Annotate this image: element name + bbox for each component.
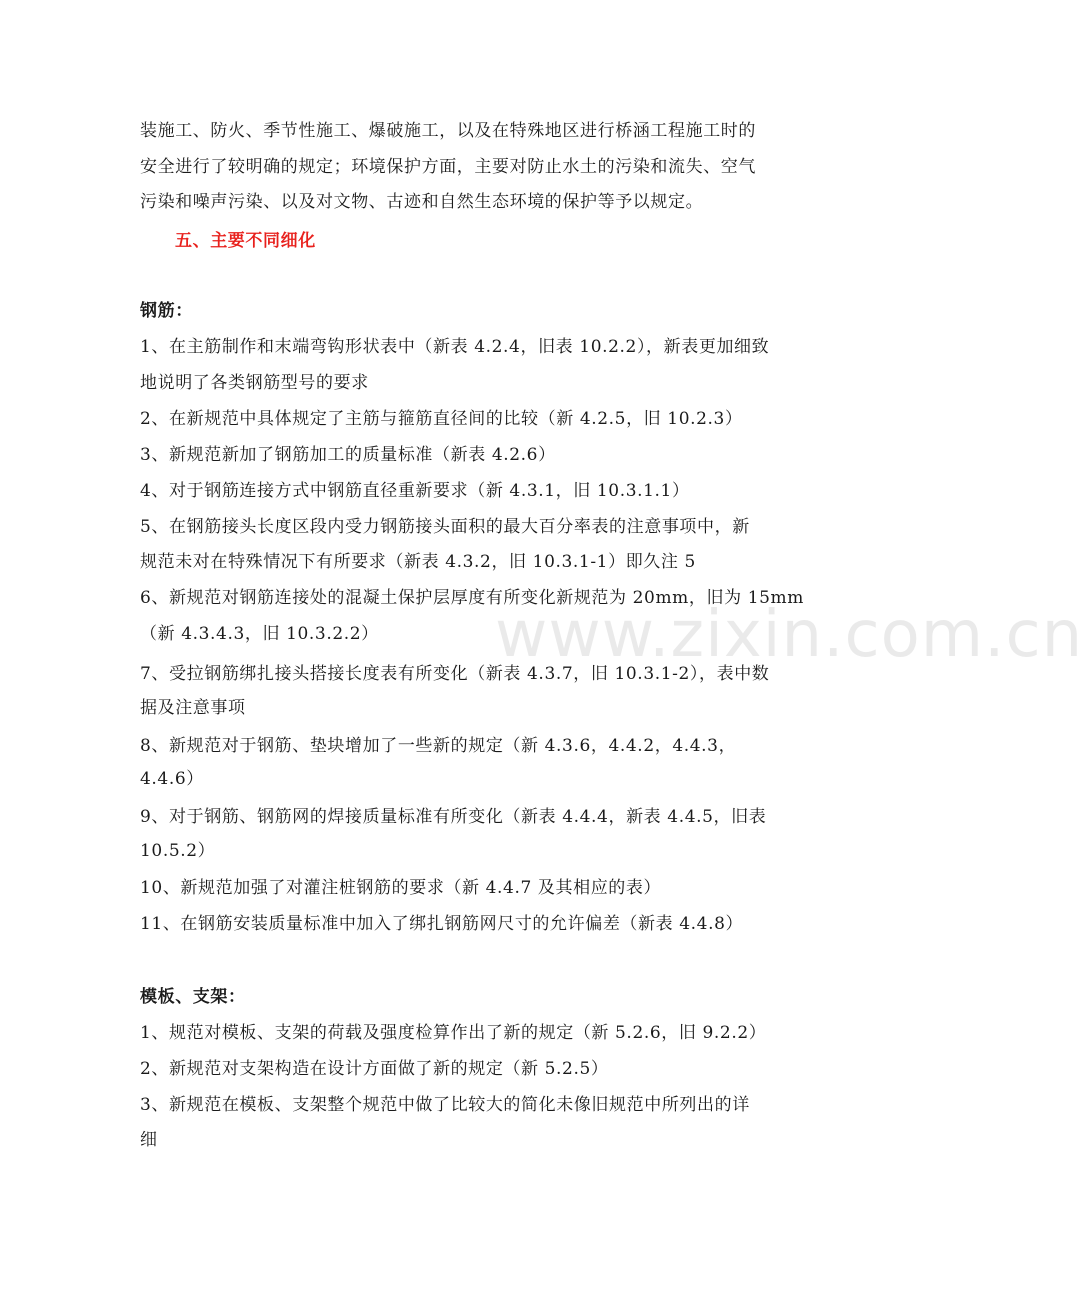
rebar-line: 7、受拉钢筋绑扎接头搭接长度表有所变化（新表 4.3.7，旧 10.3.1-2），表中数	[140, 664, 770, 684]
rebar-line: 4.4.6）	[140, 769, 204, 789]
rebar-line: 2、在新规范中具体规定了主筋与箍筋直径间的比较（新 4.2.5，旧 10.2.3）	[140, 409, 743, 429]
intro-line-1: 装施工、防火、季节性施工、爆破施工，以及在特殊地区进行桥涵工程施工时的	[140, 121, 756, 141]
watermark: www.zixin.com.cn	[495, 598, 1083, 672]
formwork-line: 3、新规范在模板、支架整个规范中做了比较大的简化未像旧规范中所列出的详	[140, 1095, 750, 1115]
formwork-line: 2、新规范对支架构造在设计方面做了新的规定（新 5.2.5）	[140, 1059, 609, 1079]
formwork-line: 1、规范对模板、支架的荷载及强度检算作出了新的规定（新 5.2.6，旧 9.2.2）	[140, 1023, 767, 1043]
rebar-line: 地说明了各类钢筋型号的要求	[140, 373, 369, 393]
rebar-line: 4、对于钢筋连接方式中钢筋直径重新要求（新 4.3.1，旧 10.3.1.1）	[140, 481, 690, 501]
rebar-line: 5、在钢筋接头长度区段内受力钢筋接头面积的最大百分率表的注意事项中，新	[140, 517, 750, 537]
rebar-line: 11、在钢筋安装质量标准中加入了绑扎钢筋网尺寸的允许偏差（新表 4.4.8）	[140, 914, 744, 934]
rebar-line: 规范未对在特殊情况下有所要求（新表 4.3.2，旧 10.3.1-1）即久注 5	[140, 552, 696, 572]
section-heading: 五、主要不同细化	[175, 231, 316, 251]
rebar-line: 10、新规范加强了对灌注桩钢筋的要求（新 4.4.7 及其相应的表）	[140, 878, 662, 898]
intro-line-2: 安全进行了较明确的规定；环境保护方面，主要对防止水土的污染和流失、空气	[140, 157, 756, 177]
formwork-line: 细	[140, 1130, 158, 1150]
rebar-line: 据及注意事项	[140, 698, 246, 718]
rebar-line: （新 4.3.4.3，旧 10.3.2.2）	[140, 624, 379, 644]
rebar-line: 10.5.2）	[140, 841, 216, 861]
rebar-line: 8、新规范对于钢筋、垫块增加了一些新的规定（新 4.3.6，4.4.2，4.4.3，	[140, 736, 737, 756]
rebar-line: 9、对于钢筋、钢筋网的焊接质量标准有所变化（新表 4.4.4，新表 4.4.5，旧表	[140, 807, 767, 827]
rebar-section-title: 钢筋：	[140, 301, 193, 321]
rebar-line: 6、新规范对钢筋连接处的混凝土保护层厚度有所变化新规范为 20mm，旧为 15mm	[140, 588, 804, 608]
rebar-line: 1、在主筋制作和末端弯钩形状表中（新表 4.2.4，旧表 10.2.2），新表更加细致	[140, 337, 770, 357]
rebar-line: 3、新规范新加了钢筋加工的质量标准（新表 4.2.6）	[140, 445, 556, 465]
formwork-section-title: 模板、支架：	[140, 987, 246, 1007]
intro-line-3: 污染和噪声污染、以及对文物、古迹和自然生态环境的保护等予以规定。	[140, 192, 704, 212]
